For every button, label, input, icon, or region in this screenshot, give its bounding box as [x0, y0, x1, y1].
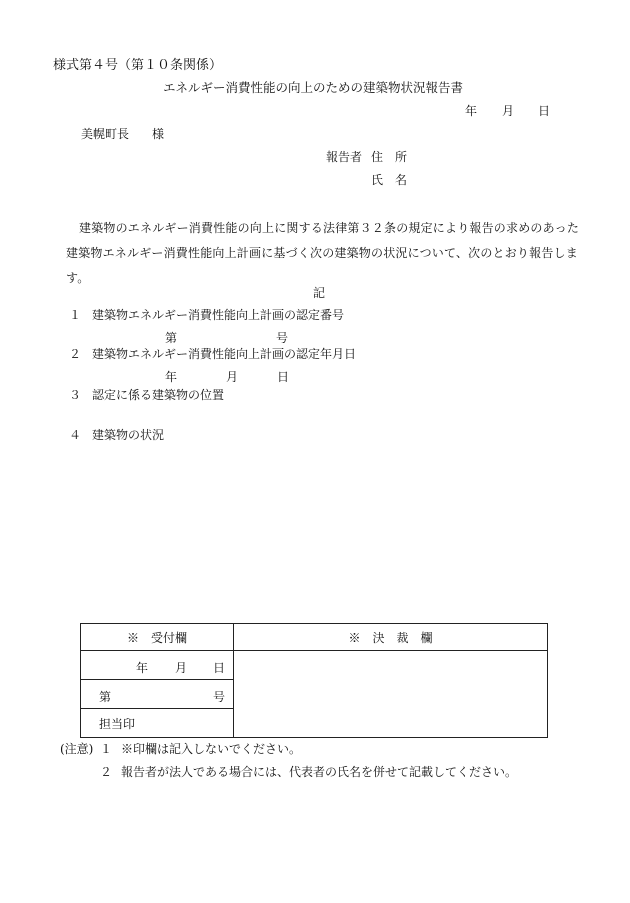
- item-2-text: 建築物エネルギー消費性能向上計画の認定年月日: [92, 347, 357, 361]
- addressee-name: 美幌町長: [81, 127, 130, 141]
- staff-seal-cell: 担当印: [81, 709, 234, 738]
- note-2-text: 報告者が法人である場合には、代表者の氏名を併せて記載してください。: [121, 765, 518, 779]
- item-3-text: 認定に係る建築物の位置: [92, 388, 225, 402]
- note-2-number: ２: [100, 765, 113, 779]
- addressee-honorific: 様: [152, 127, 165, 141]
- item-4-text: 建築物の状況: [92, 428, 165, 442]
- item-2-number: ２: [69, 347, 82, 361]
- reporter-address-label: 住 所: [371, 150, 408, 164]
- cert-number-dai: 第: [165, 331, 178, 345]
- reporter-label: 報告者: [326, 150, 363, 164]
- cert-date-month: 月: [226, 370, 239, 384]
- reception-header: ※ 受付欄: [81, 624, 234, 651]
- decision-header: ※ 決 裁 欄: [234, 624, 548, 651]
- item-3-number: ３: [69, 388, 82, 402]
- item-4-number: ４: [69, 428, 82, 442]
- document-title: エネルギー消費性能の向上のための建築物状況報告書: [163, 80, 464, 95]
- ki-heading: 記: [313, 286, 326, 300]
- reception-number-go: 号: [213, 690, 226, 704]
- report-date-day: 日: [538, 104, 551, 118]
- item-1-number: １: [69, 308, 82, 322]
- reception-date-cell: [81, 651, 234, 680]
- reception-date-day: 日: [213, 661, 226, 675]
- report-date-year: 年: [465, 104, 478, 118]
- form-number: 様式第４号（第１０条関係）: [53, 58, 223, 73]
- reception-number-cell: [81, 680, 234, 709]
- cert-date-day: 日: [277, 370, 290, 384]
- cert-date-year: 年: [165, 370, 178, 384]
- note-1-number: １: [100, 742, 113, 756]
- office-use-table: [80, 623, 548, 738]
- decision-cell: [234, 651, 548, 738]
- report-date-month: 月: [502, 104, 515, 118]
- reception-number-dai: 第: [99, 690, 112, 704]
- item-1-text: 建築物エネルギー消費性能向上計画の認定番号: [92, 308, 345, 322]
- note-1-text: ※印欄は記入しないでください。: [121, 742, 302, 756]
- cert-number-go: 号: [276, 331, 289, 345]
- notes-label: (注意): [60, 742, 94, 756]
- reception-date-month: 月: [175, 661, 188, 675]
- body-paragraph: 建築物のエネルギー消費性能の向上に関する法律第３２条の規定により報告の求めのあった建築物エネルギー消費性能向上計画に基づく次の建築物の状況について、次のとおり報告します。: [66, 221, 580, 285]
- reception-date-year: 年: [136, 661, 149, 675]
- reporter-name-label: 氏 名: [371, 173, 408, 187]
